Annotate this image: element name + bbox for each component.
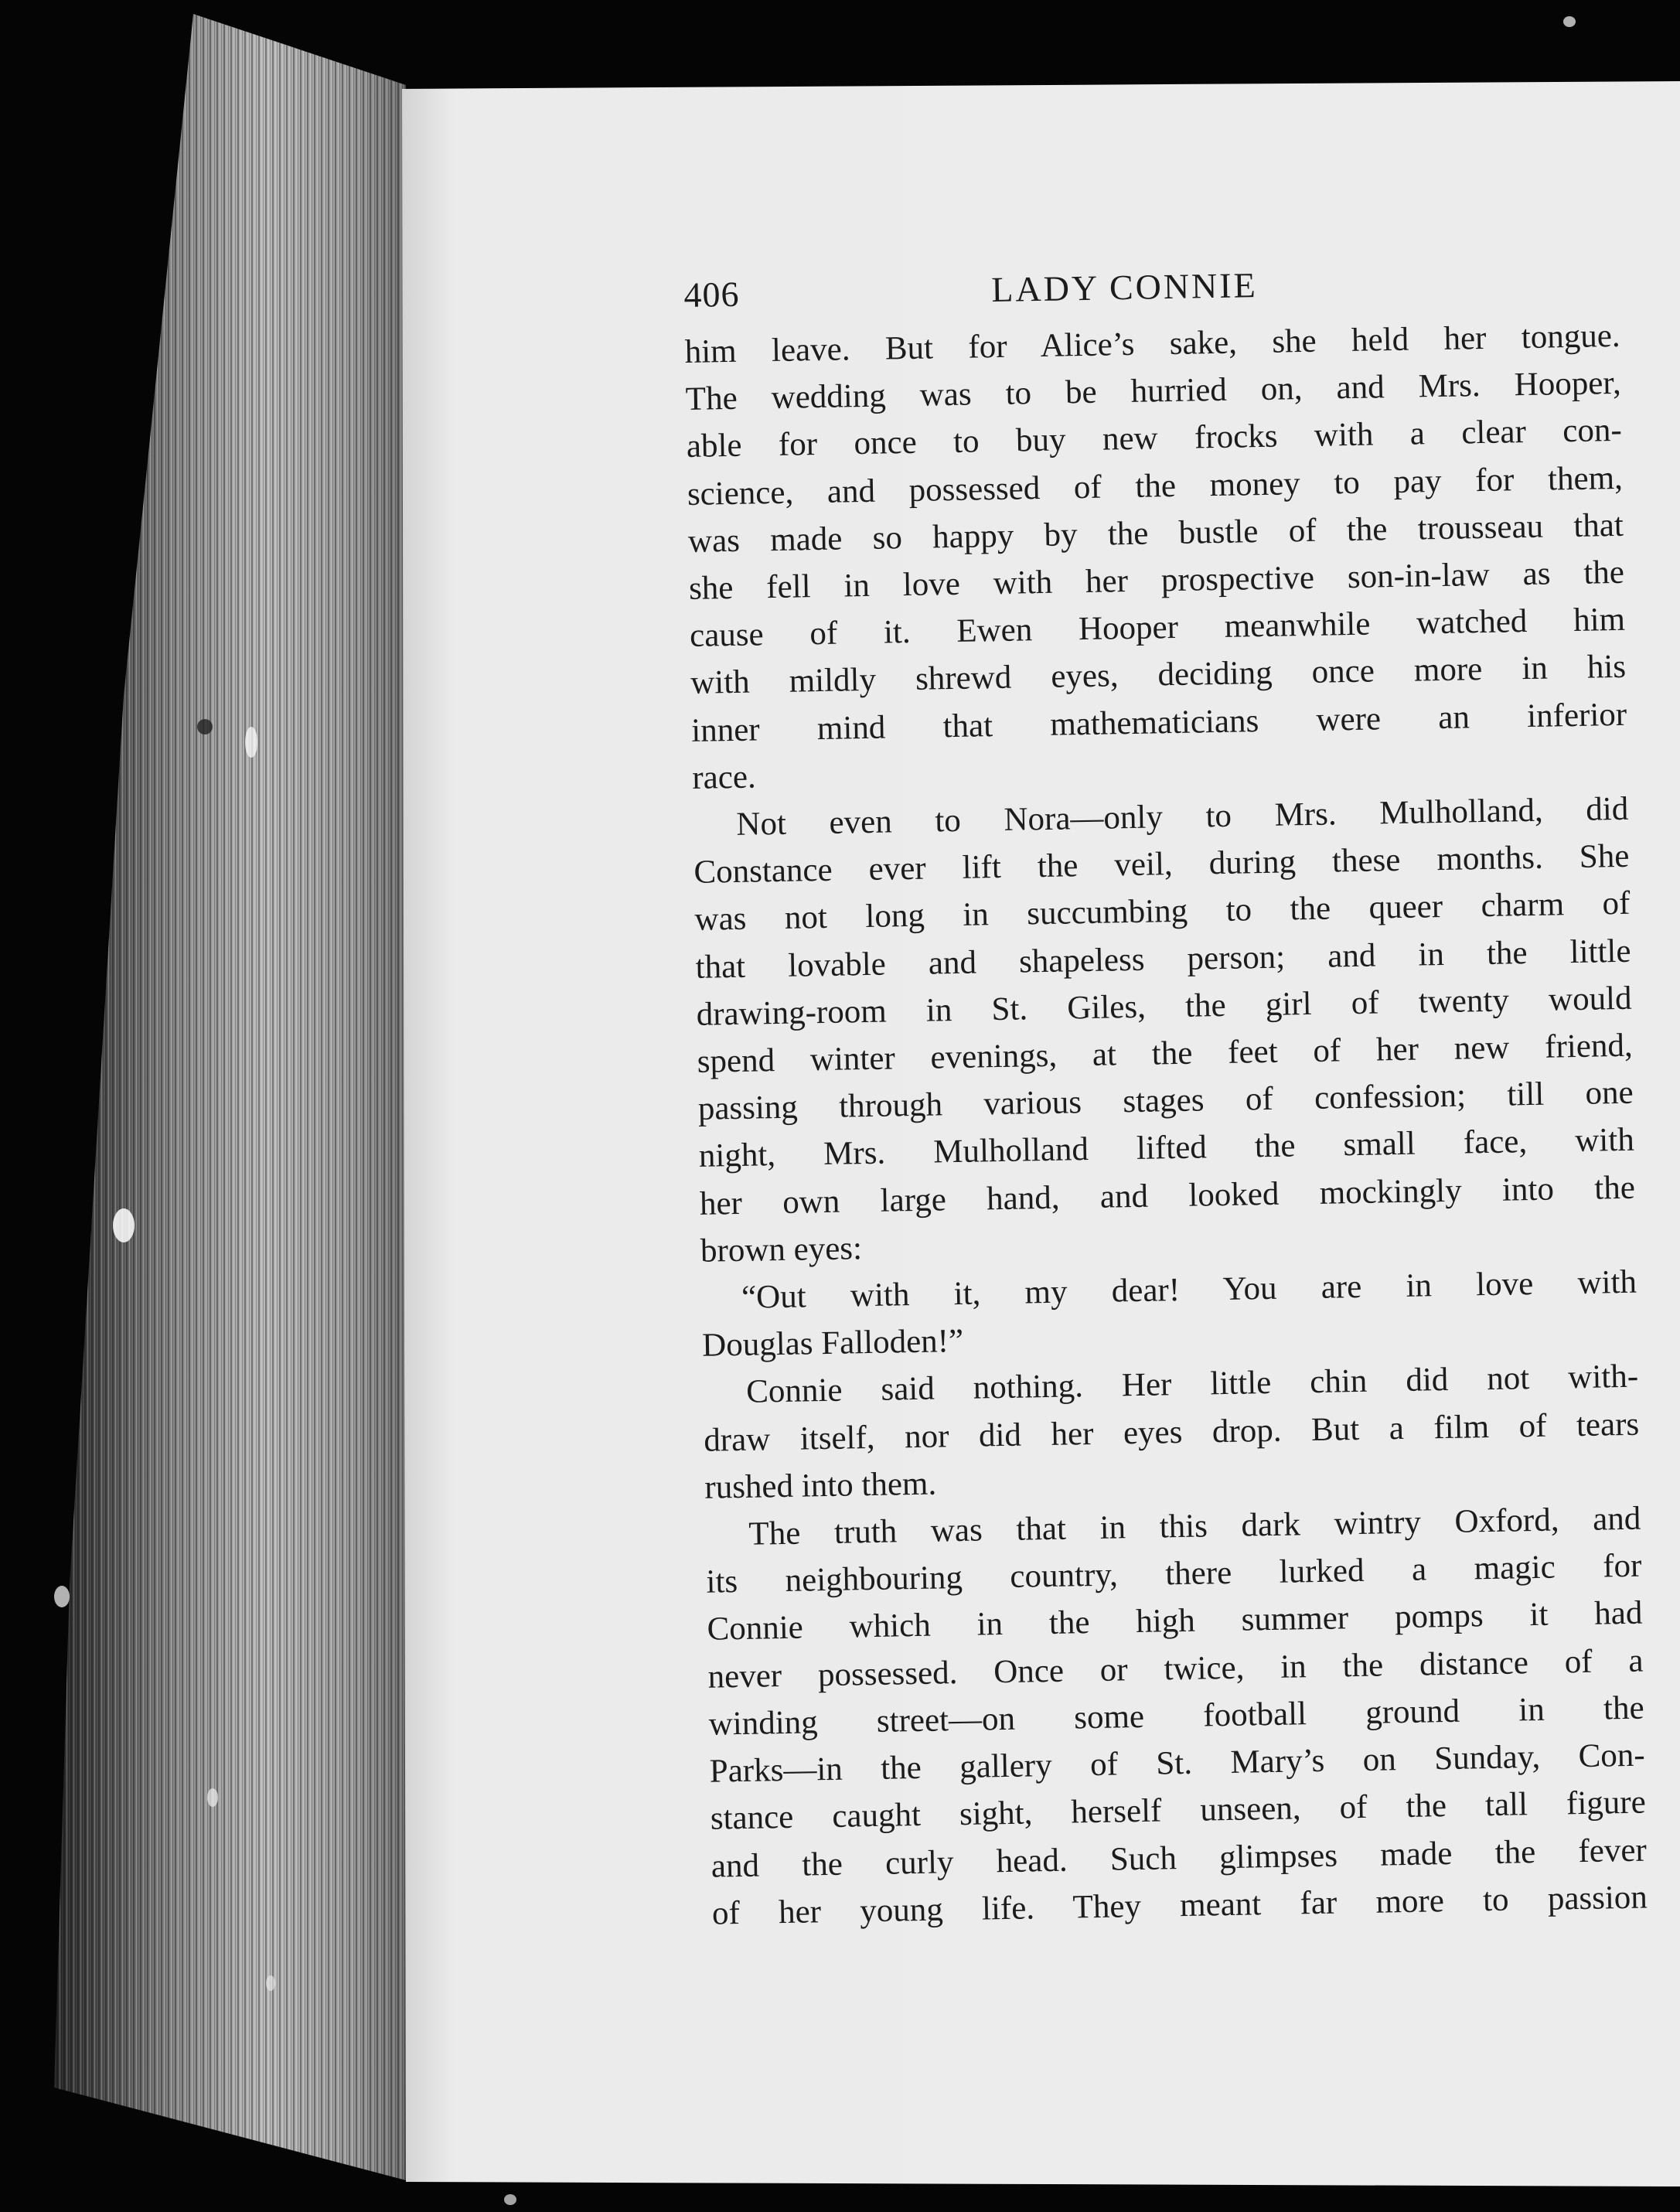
page-text-block [683,258,1648,1938]
text-line: and the curly head. Such glimpses made the fever [711,1832,1648,1885]
text-line: of her young life. They meant far more to passion [711,1879,1648,1932]
text-line: was made so happy by the bustle of the trousseau that [687,506,1624,560]
text-line: draw itself, nor did her eyes drop. But a film of tears [703,1406,1640,1459]
text-line: passing through various stages of confession; till one [697,1074,1634,1128]
text-line: that lovable and shapeless person; and in the little [695,932,1631,986]
text-line: with mildly shrewd eyes, deciding once more in his [690,649,1627,702]
text-line: The wedding was to be hurried on, and Mrs. Hooper, [685,365,1622,418]
text-line: “Out with it, my dear! You are in love with [741,1263,1637,1316]
text-line: Connie said nothing. Her little chin did not with- [745,1358,1639,1411]
page-number: 406 [683,274,740,315]
text-line: race. [691,758,757,796]
text-line: Parks—in the gallery of St. Mary’s on Sunday, Con- [709,1737,1646,1790]
text-line: drawing-room in St. Giles, the girl of twenty would [696,980,1632,1033]
text-line: him leave. But for Alice’s sake, she held her tongue. [684,317,1620,370]
book-title: LADY CONNIE [990,265,1259,310]
text-line: winding street—on some football ground in the [708,1689,1644,1743]
text-line: was not long in succumbing to the queer charm of [694,885,1631,939]
text-line: cause of it. Ewen Hooper meanwhile watched him [689,602,1626,655]
text-line: spend winter evenings, at the feet of her new friend, [697,1027,1634,1080]
text-line: Douglas Falloden!” [701,1323,964,1365]
text-line: Not even to Nora—only to Mrs. Mulholland, did [736,790,1629,843]
text-line: rushed into them. [704,1465,937,1506]
text-line: its neighbouring country, there lurked a magic for [706,1547,1642,1601]
text-line: Connie which in the high summer pomps it had [707,1595,1643,1648]
text-line: night, Mrs. Mulholland lifted the small face, with [698,1122,1635,1175]
text-line: brown eyes: [700,1230,863,1270]
text-line: science, and possessed of the money to pay for them, [687,459,1624,513]
text-line: Constance ever lift the veil, during these months. She [693,838,1630,891]
text-line: never possessed. Once or twice, in the distance of a [707,1642,1644,1696]
text-line: inner mind that mathematicians were an inferior [690,696,1627,749]
text-line: stance caught sight, herself unseen, of the tall figure [710,1784,1647,1837]
text-line: The truth was that in this dark wintry Oxford, and [748,1500,1641,1552]
text-line: she fell in love with her prospective son-in-law as the [688,554,1625,607]
text-line: able for once to buy new frocks with a clear con- [686,412,1623,465]
body-text [684,312,1648,1938]
text-line: her own large hand, and looked mockingly into the [699,1169,1636,1222]
